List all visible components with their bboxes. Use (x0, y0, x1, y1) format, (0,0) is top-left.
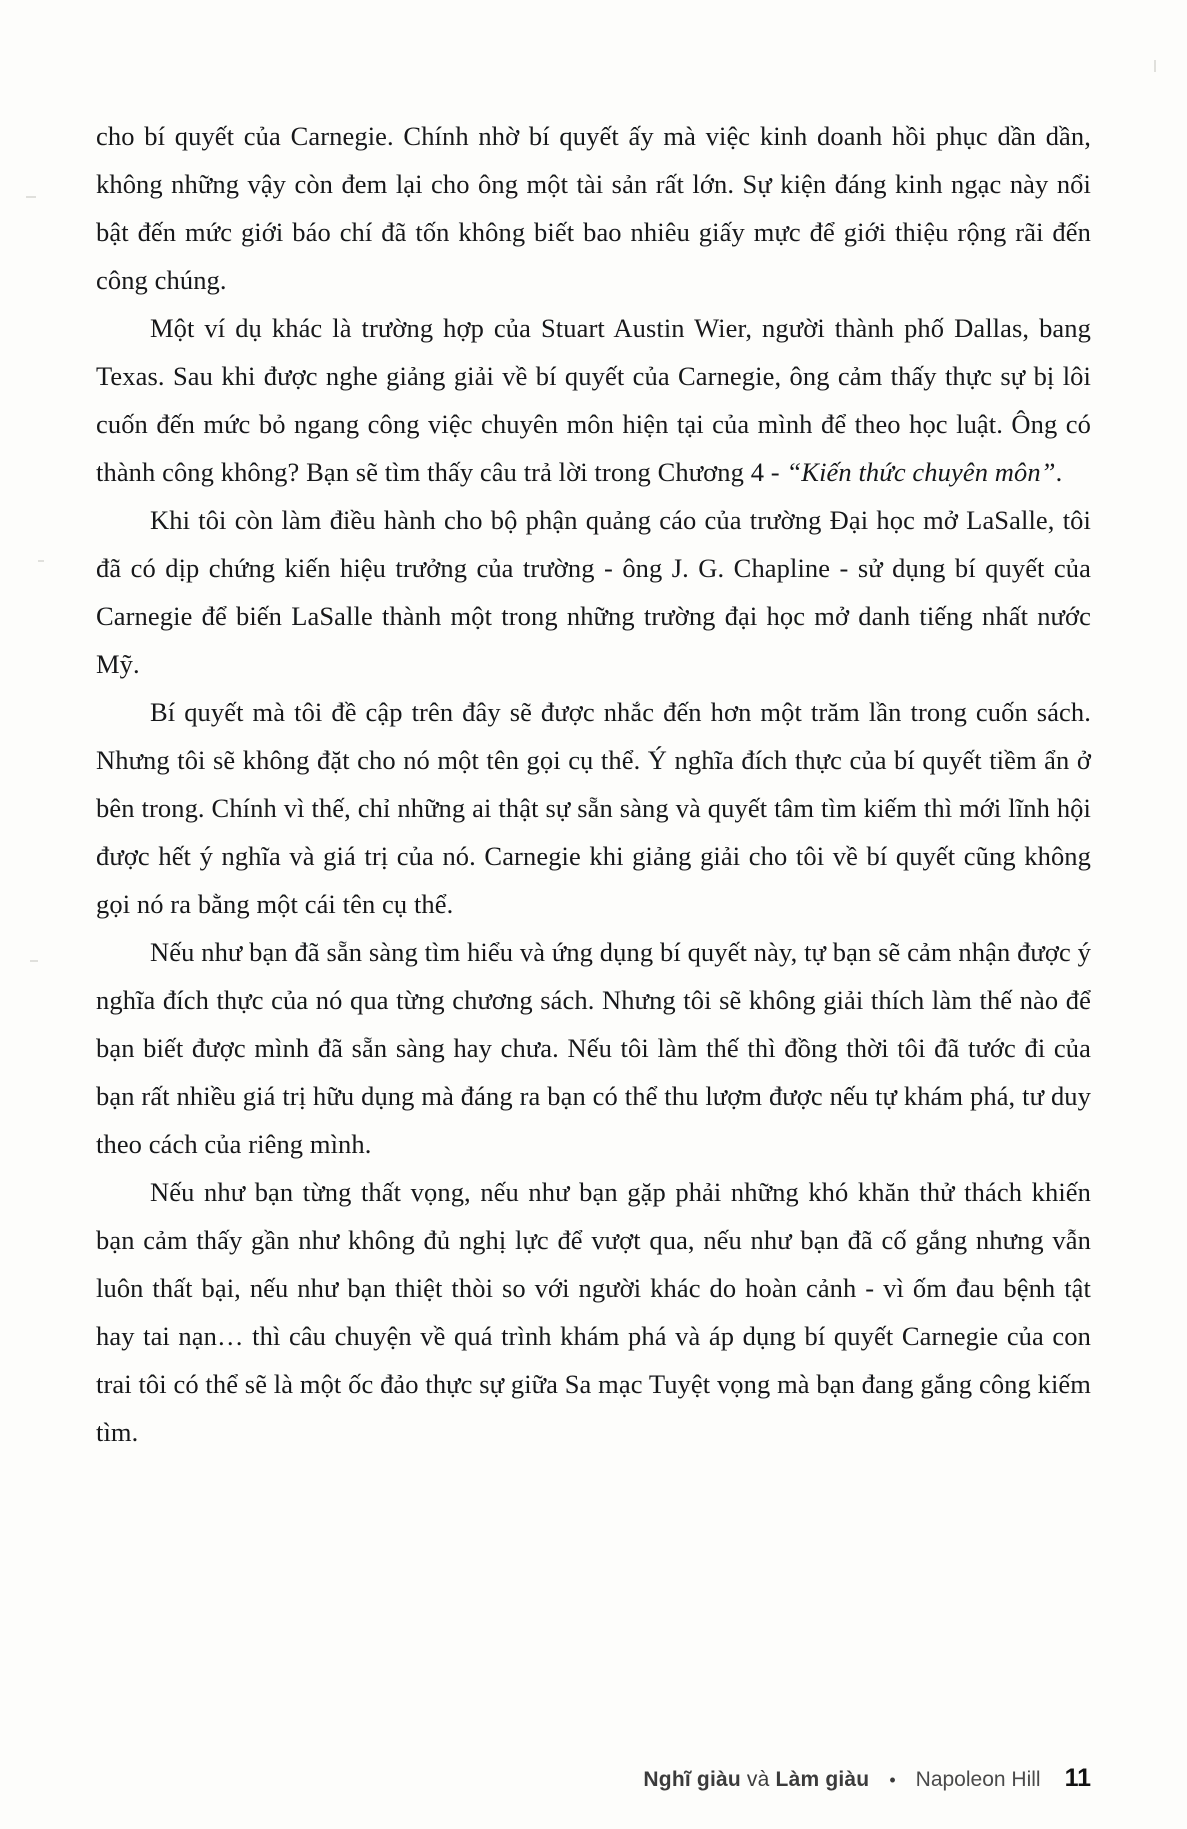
scan-artifact (38, 560, 44, 562)
paragraph-4: Bí quyết mà tôi đề cập trên đây sẽ được nhắc đến hơn một trăm lần trong cuốn sách. Nhưng tôi sẽ không đặt cho nó một tên gọi cụ thể. Ý nghĩa đích thực của bí quyết tiềm ẩn ở bên trong. Chính vì thế, chỉ những ai thật sự sẵn sàng và quyết tâm tìm kiếm thì mới lĩnh hội được hết ý nghĩa và giá trị của nó. Carnegie khi giảng giải cho tôi về bí quyết cũng không gọi nó ra bằng một cái tên cụ thể. (96, 697, 1091, 919)
paragraph-2-text-after: . (1055, 457, 1063, 487)
paragraph-5: Nếu như bạn đã sẵn sàng tìm hiểu và ứng dụng bí quyết này, tự bạn sẽ cảm nhận được ý nghĩa đích thực của nó qua từng chương sách. Nhưng tôi sẽ không giải thích làm thế nào để bạn biết được mình đã sẵn sàng hay chưa. Nếu tôi làm thế thì đồng thời tôi đã tước đi của bạn rất nhiều giá trị hữu dụng mà đáng ra bạn có thể thu lượm được nếu tự khám phá, tư duy theo cách của riêng mình. (96, 937, 1091, 1159)
scan-artifact (1154, 60, 1156, 72)
footer-title-part-1: Nghĩ giàu (643, 1768, 741, 1791)
paragraph-2-text-before: Một ví dụ khác là trường hợp của Stuart Austin Wier, người thành phố Dallas, bang Texas. Sau khi được nghe giảng giải về bí quyết của Carnegie, ông cảm thấy thực sự bị lôi cuốn đến mức bỏ ngang công việc chuyên môn hiện tại của mình để theo học luật. Ông có thành công không? Bạn sẽ tìm thấy câu trả lời trong Chương 4 - (96, 313, 1091, 487)
chapter-reference-italic: “Kiến thức chuyên môn” (786, 457, 1056, 487)
paragraph-3: Khi tôi còn làm điều hành cho bộ phận quảng cáo của trường Đại học mở LaSalle, tôi đã có dịp chứng kiến hiệu trưởng của trường - ông J. G. Chapline - sử dụng bí quyết của Carnegie để biến LaSalle thành một trong những trường đại học mở danh tiếng nhất nước Mỹ. (96, 505, 1091, 679)
page-footer (96, 1764, 1091, 1793)
body-text (96, 112, 1091, 1456)
footer-book-title (643, 1768, 869, 1792)
footer-title-part-2: Làm giàu (775, 1768, 870, 1791)
paragraph-6: Nếu như bạn từng thất vọng, nếu như bạn gặp phải những khó khăn thử thách khiến bạn cảm thấy gần như không đủ nghị lực để vượt qua, nếu như bạn đã cố gắng nhưng vẫn luôn thất bại, nếu như bạn thiệt thòi so với người khác do hoàn cảnh - vì ốm đau bệnh tật hay tai nạn… thì câu chuyện về quá trình khám phá và áp dụng bí quyết Carnegie của con trai tôi có thể sẽ là một ốc đảo thực sự giữa Sa mạc Tuyệt vọng mà bạn đang gắng công kiếm tìm. (96, 1177, 1091, 1447)
paragraph-2 (96, 304, 1091, 496)
footer-author: Napoleon Hill (915, 1768, 1041, 1791)
footer-title-conjunction: và (740, 1768, 776, 1791)
footer-separator-dot: • (889, 1770, 896, 1790)
paragraph-1: cho bí quyết của Carnegie. Chính nhờ bí quyết ấy mà việc kinh doanh hồi phục dần dần, không những vậy còn đem lại cho ông một tài sản rất lớn. Sự kiện đáng kinh ngạc này nổi bật đến mức giới báo chí đã tốn không biết bao nhiêu giấy mực để giới thiệu rộng rãi đến công chúng. (96, 121, 1091, 295)
scan-artifact (26, 196, 36, 198)
scan-artifact (30, 960, 38, 962)
page-content (96, 112, 1091, 1719)
page-number: 11 (1064, 1764, 1091, 1792)
